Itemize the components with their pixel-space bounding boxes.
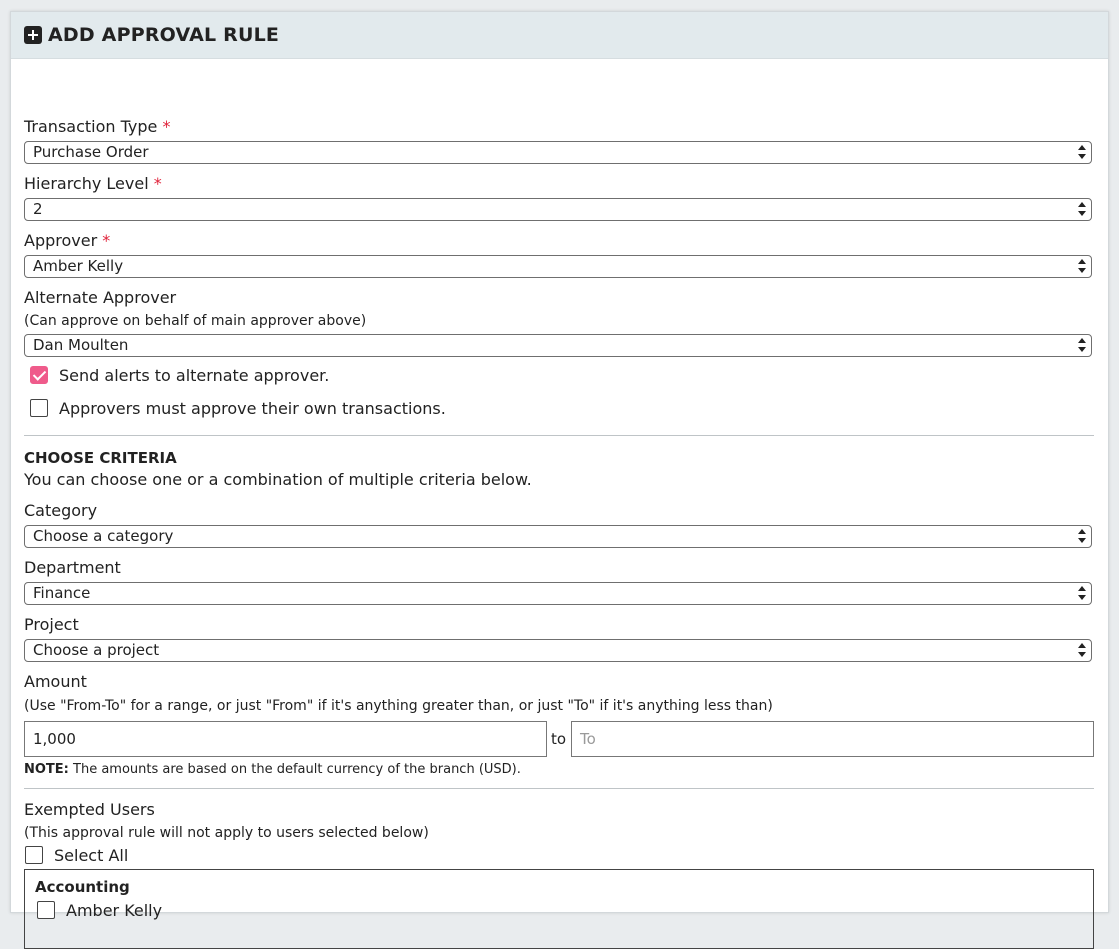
exempted-users-label: Exempted Users	[24, 800, 155, 819]
transaction-type-select[interactable]	[24, 141, 1092, 164]
amount-to-placeholder: To	[580, 730, 596, 748]
transaction-type-value: Purchase Order	[33, 143, 149, 161]
divider	[24, 788, 1094, 789]
project-value: Choose a project	[33, 641, 160, 659]
required-mark: *	[162, 117, 171, 136]
select-arrows-icon	[1078, 586, 1086, 601]
criteria-heading: CHOOSE CRITERIA	[24, 449, 177, 467]
transaction-type-label-text: Transaction Type	[24, 117, 158, 136]
department-value: Finance	[33, 584, 91, 602]
department-label: Department	[24, 558, 121, 577]
note-label: NOTE:	[24, 762, 69, 777]
transaction-type-label	[24, 117, 170, 137]
plus-square-icon	[24, 26, 42, 44]
approver-label	[24, 231, 110, 251]
approver-label-text: Approver	[24, 231, 98, 250]
required-mark: *	[102, 231, 111, 250]
select-arrows-icon	[1078, 145, 1086, 160]
amount-label: Amount	[24, 672, 87, 691]
criteria-description: You can choose one or a combination of multiple criteria below.	[24, 470, 532, 489]
select-arrows-icon	[1078, 643, 1086, 658]
category-value: Choose a category	[33, 527, 174, 545]
select-arrows-icon	[1078, 338, 1086, 353]
own-transactions-checkbox[interactable]	[30, 399, 48, 417]
send-alerts-label: Send alerts to alternate approver.	[59, 366, 330, 385]
select-arrows-icon	[1078, 259, 1086, 274]
user-checkbox-amber-kelly[interactable]	[37, 901, 55, 919]
alternate-approver-select[interactable]	[24, 334, 1092, 357]
hierarchy-level-label-text: Hierarchy Level	[24, 174, 149, 193]
approver-value: Amber Kelly	[33, 257, 124, 275]
select-arrows-icon	[1078, 529, 1086, 544]
hierarchy-level-label	[24, 174, 162, 194]
select-arrows-icon	[1078, 202, 1086, 217]
project-label: Project	[24, 615, 79, 634]
select-all-checkbox[interactable]	[25, 846, 43, 864]
note-text: The amounts are based on the default currency of the branch (USD).	[73, 762, 521, 777]
divider	[24, 435, 1094, 436]
hierarchy-level-select[interactable]	[24, 198, 1092, 221]
amount-range-separator: to	[551, 730, 567, 748]
amount-note	[24, 761, 521, 779]
required-mark: *	[153, 174, 162, 193]
add-approval-rule-panel	[10, 11, 1109, 920]
alternate-approver-value: Dan Moulten	[33, 336, 129, 354]
department-select[interactable]	[24, 582, 1092, 605]
panel-title: ADD APPROVAL RULE	[48, 24, 280, 46]
hierarchy-level-value: 2	[33, 200, 43, 218]
category-select[interactable]	[24, 525, 1092, 548]
project-select[interactable]	[24, 639, 1092, 662]
alternate-approver-hint: (Can approve on behalf of main approver above)	[24, 313, 367, 329]
amount-to-input[interactable]	[571, 721, 1094, 757]
user-group-accounting: Accounting	[35, 878, 130, 896]
approver-select[interactable]	[24, 255, 1092, 278]
user-label-amber-kelly: Amber Kelly	[66, 901, 163, 920]
amount-from-value: 1,000	[33, 730, 76, 748]
send-alerts-checkbox[interactable]	[30, 366, 48, 384]
amount-hint: (Use "From-To" for a range, or just "From" if it's anything greater than, or just "To" if it's anything less than)	[24, 698, 773, 714]
alternate-approver-label: Alternate Approver	[24, 288, 177, 307]
exempted-users-list	[24, 869, 1094, 949]
amount-from-input[interactable]	[24, 721, 547, 757]
own-transactions-label: Approvers must approve their own transactions.	[59, 399, 446, 418]
select-all-label: Select All	[54, 846, 129, 865]
category-label: Category	[24, 501, 98, 520]
exempted-users-hint: (This approval rule will not apply to users selected below)	[24, 825, 429, 841]
panel-header	[11, 12, 1108, 59]
